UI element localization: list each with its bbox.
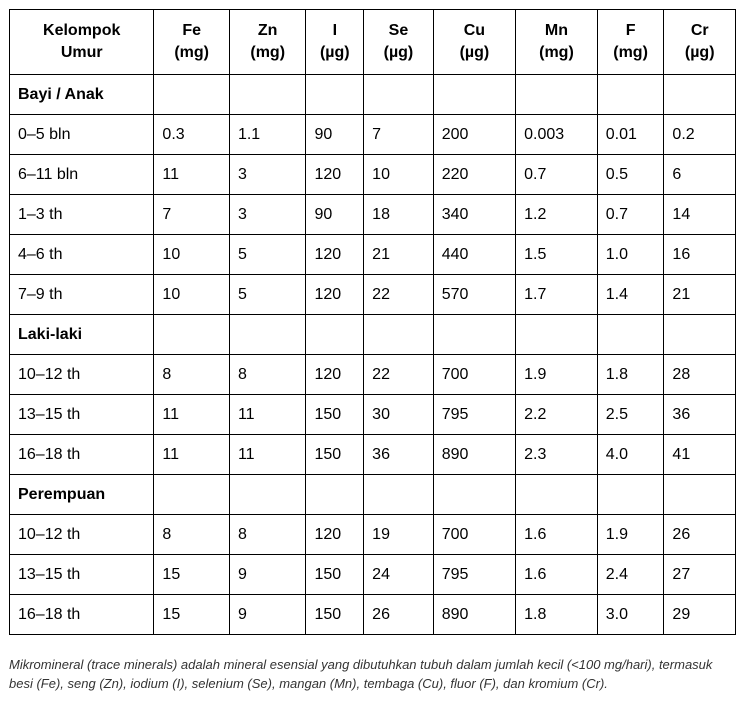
value-cell: 5: [229, 275, 306, 315]
value-cell: 1.5: [516, 235, 598, 275]
header-age-group: Kelompok Umur: [10, 10, 154, 75]
empty-cell: [154, 75, 230, 115]
age-cell: 16–18 th: [10, 435, 154, 475]
value-cell: 120: [306, 235, 364, 275]
value-cell: 7: [364, 115, 434, 155]
empty-cell: [306, 475, 364, 515]
value-cell: 0.3: [154, 115, 230, 155]
value-cell: 8: [154, 515, 230, 555]
empty-cell: [229, 75, 306, 115]
age-cell: 13–15 th: [10, 555, 154, 595]
value-cell: 22: [364, 355, 434, 395]
value-cell: 1.6: [516, 515, 598, 555]
value-cell: 6: [664, 155, 736, 195]
value-cell: 16: [664, 235, 736, 275]
value-cell: 120: [306, 355, 364, 395]
table-row: [10, 395, 736, 435]
table-row: [10, 435, 736, 475]
value-cell: 11: [154, 435, 230, 475]
header-row: [10, 10, 736, 75]
value-cell: 0.7: [597, 195, 664, 235]
mineral-requirements-table: [9, 9, 736, 635]
value-cell: 36: [664, 395, 736, 435]
table-row: [10, 115, 736, 155]
empty-cell: [597, 315, 664, 355]
age-cell: 16–18 th: [10, 595, 154, 635]
value-cell: 1.6: [516, 555, 598, 595]
value-cell: 1.1: [229, 115, 306, 155]
empty-cell: [664, 475, 736, 515]
value-cell: 26: [364, 595, 434, 635]
value-cell: 0.003: [516, 115, 598, 155]
empty-cell: [306, 315, 364, 355]
value-cell: 7: [154, 195, 230, 235]
value-cell: 2.5: [597, 395, 664, 435]
value-cell: 11: [229, 435, 306, 475]
value-cell: 890: [433, 435, 515, 475]
header-f: F (mg): [597, 10, 664, 75]
value-cell: 795: [433, 395, 515, 435]
table-row: [10, 155, 736, 195]
table-row: [10, 235, 736, 275]
value-cell: 2.3: [516, 435, 598, 475]
value-cell: 1.2: [516, 195, 598, 235]
empty-cell: [229, 315, 306, 355]
empty-cell: [664, 75, 736, 115]
value-cell: 10: [154, 235, 230, 275]
value-cell: 11: [154, 395, 230, 435]
value-cell: 700: [433, 355, 515, 395]
empty-cell: [154, 475, 230, 515]
value-cell: 795: [433, 555, 515, 595]
table-body: [10, 75, 736, 635]
value-cell: 150: [306, 595, 364, 635]
empty-cell: [364, 475, 434, 515]
value-cell: 3: [229, 155, 306, 195]
value-cell: 150: [306, 555, 364, 595]
value-cell: 41: [664, 435, 736, 475]
value-cell: 15: [154, 595, 230, 635]
value-cell: 14: [664, 195, 736, 235]
empty-cell: [516, 315, 598, 355]
value-cell: 15: [154, 555, 230, 595]
age-cell: 6–11 bln: [10, 155, 154, 195]
value-cell: 1.8: [597, 355, 664, 395]
value-cell: 340: [433, 195, 515, 235]
table-row: [10, 275, 736, 315]
value-cell: 11: [229, 395, 306, 435]
group-row: [10, 315, 736, 355]
header-zn: Zn (mg): [229, 10, 306, 75]
header-cr: Cr (µg): [664, 10, 736, 75]
value-cell: 27: [664, 555, 736, 595]
value-cell: 200: [433, 115, 515, 155]
value-cell: 4.0: [597, 435, 664, 475]
table-row: [10, 355, 736, 395]
empty-cell: [516, 475, 598, 515]
value-cell: 890: [433, 595, 515, 635]
value-cell: 3: [229, 195, 306, 235]
value-cell: 30: [364, 395, 434, 435]
group-label: Laki-laki: [10, 315, 154, 355]
value-cell: 36: [364, 435, 434, 475]
value-cell: 21: [664, 275, 736, 315]
value-cell: 18: [364, 195, 434, 235]
group-label: Bayi / Anak: [10, 75, 154, 115]
value-cell: 0.2: [664, 115, 736, 155]
header-cu: Cu (µg): [433, 10, 515, 75]
age-cell: 0–5 bln: [10, 115, 154, 155]
age-cell: 7–9 th: [10, 275, 154, 315]
value-cell: 220: [433, 155, 515, 195]
age-cell: 10–12 th: [10, 355, 154, 395]
value-cell: 8: [229, 515, 306, 555]
value-cell: 150: [306, 395, 364, 435]
table-row: [10, 195, 736, 235]
value-cell: 3.0: [597, 595, 664, 635]
value-cell: 90: [306, 195, 364, 235]
header-mn: Mn (mg): [516, 10, 598, 75]
empty-cell: [597, 475, 664, 515]
age-cell: 13–15 th: [10, 395, 154, 435]
value-cell: 1.7: [516, 275, 598, 315]
empty-cell: [364, 75, 434, 115]
empty-cell: [154, 315, 230, 355]
header-fe: Fe (mg): [154, 10, 230, 75]
age-cell: 4–6 th: [10, 235, 154, 275]
value-cell: 8: [154, 355, 230, 395]
header-se: Se (µg): [364, 10, 434, 75]
empty-cell: [433, 75, 515, 115]
table-row: [10, 555, 736, 595]
value-cell: 1.4: [597, 275, 664, 315]
age-cell: 1–3 th: [10, 195, 154, 235]
value-cell: 120: [306, 275, 364, 315]
value-cell: 2.4: [597, 555, 664, 595]
value-cell: 1.8: [516, 595, 598, 635]
value-cell: 29: [664, 595, 736, 635]
value-cell: 9: [229, 555, 306, 595]
value-cell: 90: [306, 115, 364, 155]
value-cell: 22: [364, 275, 434, 315]
value-cell: 1.9: [597, 515, 664, 555]
empty-cell: [433, 475, 515, 515]
value-cell: 1.9: [516, 355, 598, 395]
value-cell: 10: [154, 275, 230, 315]
value-cell: 11: [154, 155, 230, 195]
value-cell: 0.01: [597, 115, 664, 155]
value-cell: 150: [306, 435, 364, 475]
value-cell: 0.5: [597, 155, 664, 195]
value-cell: 0.7: [516, 155, 598, 195]
empty-cell: [306, 75, 364, 115]
value-cell: 24: [364, 555, 434, 595]
value-cell: 700: [433, 515, 515, 555]
header-i: I (µg): [306, 10, 364, 75]
empty-cell: [597, 75, 664, 115]
value-cell: 120: [306, 515, 364, 555]
empty-cell: [516, 75, 598, 115]
value-cell: 5: [229, 235, 306, 275]
table-header: [10, 10, 736, 75]
value-cell: 120: [306, 155, 364, 195]
empty-cell: [664, 315, 736, 355]
value-cell: 2.2: [516, 395, 598, 435]
table-row: [10, 595, 736, 635]
empty-cell: [433, 315, 515, 355]
age-cell: 10–12 th: [10, 515, 154, 555]
value-cell: 28: [664, 355, 736, 395]
table-row: [10, 515, 736, 555]
value-cell: 440: [433, 235, 515, 275]
value-cell: 19: [364, 515, 434, 555]
value-cell: 9: [229, 595, 306, 635]
value-cell: 21: [364, 235, 434, 275]
group-label: Perempuan: [10, 475, 154, 515]
group-row: [10, 75, 736, 115]
empty-cell: [229, 475, 306, 515]
empty-cell: [364, 315, 434, 355]
group-row: [10, 475, 736, 515]
value-cell: 8: [229, 355, 306, 395]
value-cell: 26: [664, 515, 736, 555]
value-cell: 10: [364, 155, 434, 195]
value-cell: 1.0: [597, 235, 664, 275]
value-cell: 570: [433, 275, 515, 315]
table-caption: Mikromineral (trace minerals) adalah mineral esensial yang dibutuhkan tubuh dalam jumlah kecil (<100 mg/hari), termasuk besi (Fe), seng (Zn), iodium (I), selenium (Se), mangan (Mn), tembaga (Cu), fluor (F), dan kromium (Cr).: [9, 657, 713, 691]
